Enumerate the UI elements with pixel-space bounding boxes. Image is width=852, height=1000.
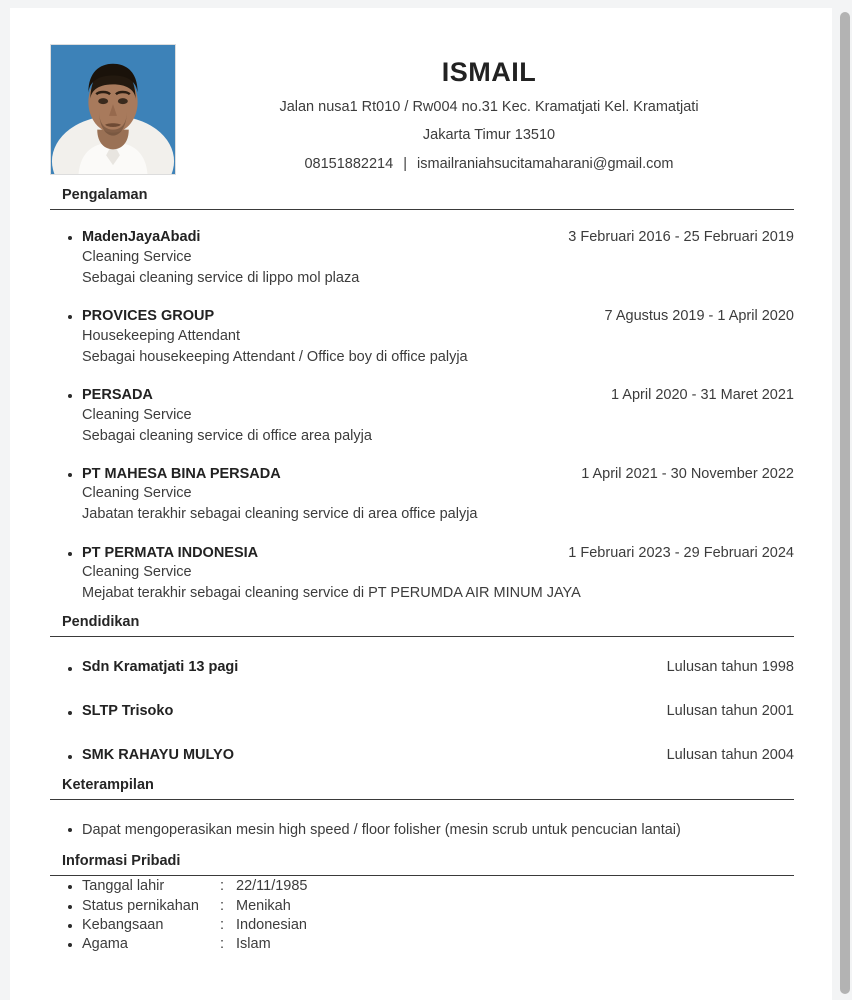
personal-info-row: [82, 897, 794, 915]
experience-item-header: [82, 544, 794, 563]
experience-organization: PT MAHESA BINA PERSADA: [82, 465, 281, 482]
section-education: [50, 614, 794, 763]
experience-item-header: [82, 307, 794, 326]
education-item-row: [82, 703, 794, 719]
personal-info-label: Kebangsaan: [82, 916, 164, 933]
personal-info-label: Status pernikahan: [82, 897, 199, 914]
experience-item: [50, 386, 794, 447]
experience-role: Cleaning Service: [82, 406, 192, 423]
resume-page: [10, 8, 832, 1000]
personal-info-label: Agama: [82, 935, 128, 952]
experience-item-header: [82, 465, 794, 484]
contact-separator: |: [403, 155, 407, 172]
personal-info-value: Islam: [236, 935, 271, 952]
personal-info-value: Menikah: [236, 897, 291, 914]
email-address: ismailraniahsucitamaharani@gmail.com: [417, 155, 674, 172]
experience-item: [50, 465, 794, 526]
experience-description: Sebagai cleaning service di lippo mol plaza: [82, 269, 360, 286]
personal-info-value: Indonesian: [236, 916, 307, 933]
section-rule-education: [50, 636, 794, 637]
header-text-block: [176, 44, 802, 175]
personal-info-item: [50, 897, 794, 915]
contact-line: [176, 154, 802, 175]
personal-info-list: [50, 877, 794, 953]
experience-item: [50, 307, 794, 368]
section-title-education: Pendidikan: [62, 614, 140, 631]
experience-item-header: [82, 386, 794, 405]
section-skills: [50, 777, 794, 841]
education-item-row: [82, 659, 794, 675]
skills-list: [50, 820, 794, 841]
experience-organization: PT PERMATA INDONESIA: [82, 544, 259, 561]
personal-info-colon: :: [220, 935, 225, 952]
education-list: [50, 659, 794, 763]
education-item: [50, 659, 794, 675]
experience-description: Sebagai housekeeping Attendant / Office boy di office palyja: [82, 348, 468, 365]
education-year: Lulusan tahun 1998: [666, 659, 794, 676]
experience-date: 7 Agustus 2019 - 1 April 2020: [604, 307, 794, 324]
personal-info-row: [82, 877, 794, 895]
resume-content: [10, 187, 832, 953]
experience-role: Cleaning Service: [82, 564, 192, 581]
city-line: Jakarta Timur 13510: [422, 126, 556, 143]
personal-info-row: [82, 935, 794, 953]
section-title-experience: Pengalaman: [62, 187, 148, 203]
portrait-photo-graphic: [51, 45, 175, 174]
experience-item-header: [82, 228, 794, 247]
experience-description: Mejabat terakhir sebagai cleaning service di PT PERUMDA AIR MINUM JAYA: [82, 585, 581, 602]
skill-item: Dapat mengoperasikan mesin high speed / floor folisher (mesin scrub untuk pencucian lantai): [50, 820, 794, 841]
personal-info-colon: :: [220, 897, 225, 914]
experience-list: [50, 228, 794, 604]
experience-date: 3 Februari 2016 - 25 Februari 2019: [568, 229, 794, 245]
personal-info-item: [50, 877, 794, 895]
education-year: Lulusan tahun 2004: [666, 747, 794, 764]
personal-info-colon: :: [220, 916, 225, 933]
personal-info-item: [50, 935, 794, 953]
experience-description: Jabatan terakhir sebagai cleaning service di area office palyja: [82, 506, 478, 523]
resume-header: [10, 8, 832, 175]
section-title-personal-info: Informasi Pribadi: [62, 853, 181, 870]
personal-info-colon: :: [220, 878, 225, 895]
education-school: SMK RAHAYU MULYO: [82, 747, 235, 764]
page-title: ISMAIL: [441, 57, 537, 87]
scrollbar-thumb[interactable]: [840, 12, 850, 994]
portrait-photo: [50, 44, 176, 175]
experience-date: 1 Februari 2023 - 29 Februari 2024: [568, 544, 794, 561]
section-personal-info: [50, 853, 794, 953]
address-line: Jalan nusa1 Rt010 / Rw004 no.31 Kec. Kramatjati Kel. Kramatjati: [279, 98, 699, 115]
personal-info-item: [50, 916, 794, 934]
section-title-skills: Keterampilan: [62, 777, 154, 794]
education-item-row: [82, 747, 794, 763]
experience-role: Cleaning Service: [82, 248, 192, 265]
experience-organization: PROVICES GROUP: [82, 307, 215, 324]
experience-organization: PERSADA: [82, 386, 153, 403]
section-experience: [50, 187, 794, 604]
experience-role: Cleaning Service: [82, 485, 192, 502]
phone-number: 08151882214: [304, 155, 394, 172]
education-school: Sdn Kramatjati 13 pagi: [82, 659, 239, 676]
education-item: [50, 703, 794, 719]
experience-date: 1 April 2020 - 31 Maret 2021: [611, 386, 794, 403]
personal-info-row: [82, 916, 794, 934]
experience-organization: MadenJayaAbadi: [82, 229, 201, 245]
experience-description: Sebagai cleaning service di office area palyja: [82, 427, 372, 444]
vertical-scrollbar[interactable]: [838, 0, 852, 1000]
experience-item: [50, 544, 794, 605]
section-rule-skills: [50, 799, 794, 800]
experience-item: [50, 228, 794, 289]
education-school: SLTP Trisoko: [82, 703, 174, 720]
education-item: [50, 747, 794, 763]
experience-date: 1 April 2021 - 30 November 2022: [581, 465, 794, 482]
personal-info-label: Tanggal lahir: [82, 878, 165, 895]
experience-role: Housekeeping Attendant: [82, 327, 241, 344]
section-rule-personal-info: [50, 875, 794, 876]
education-year: Lulusan tahun 2001: [666, 703, 794, 720]
section-rule-experience: [50, 209, 794, 210]
personal-info-value: 22/11/1985: [236, 878, 308, 895]
